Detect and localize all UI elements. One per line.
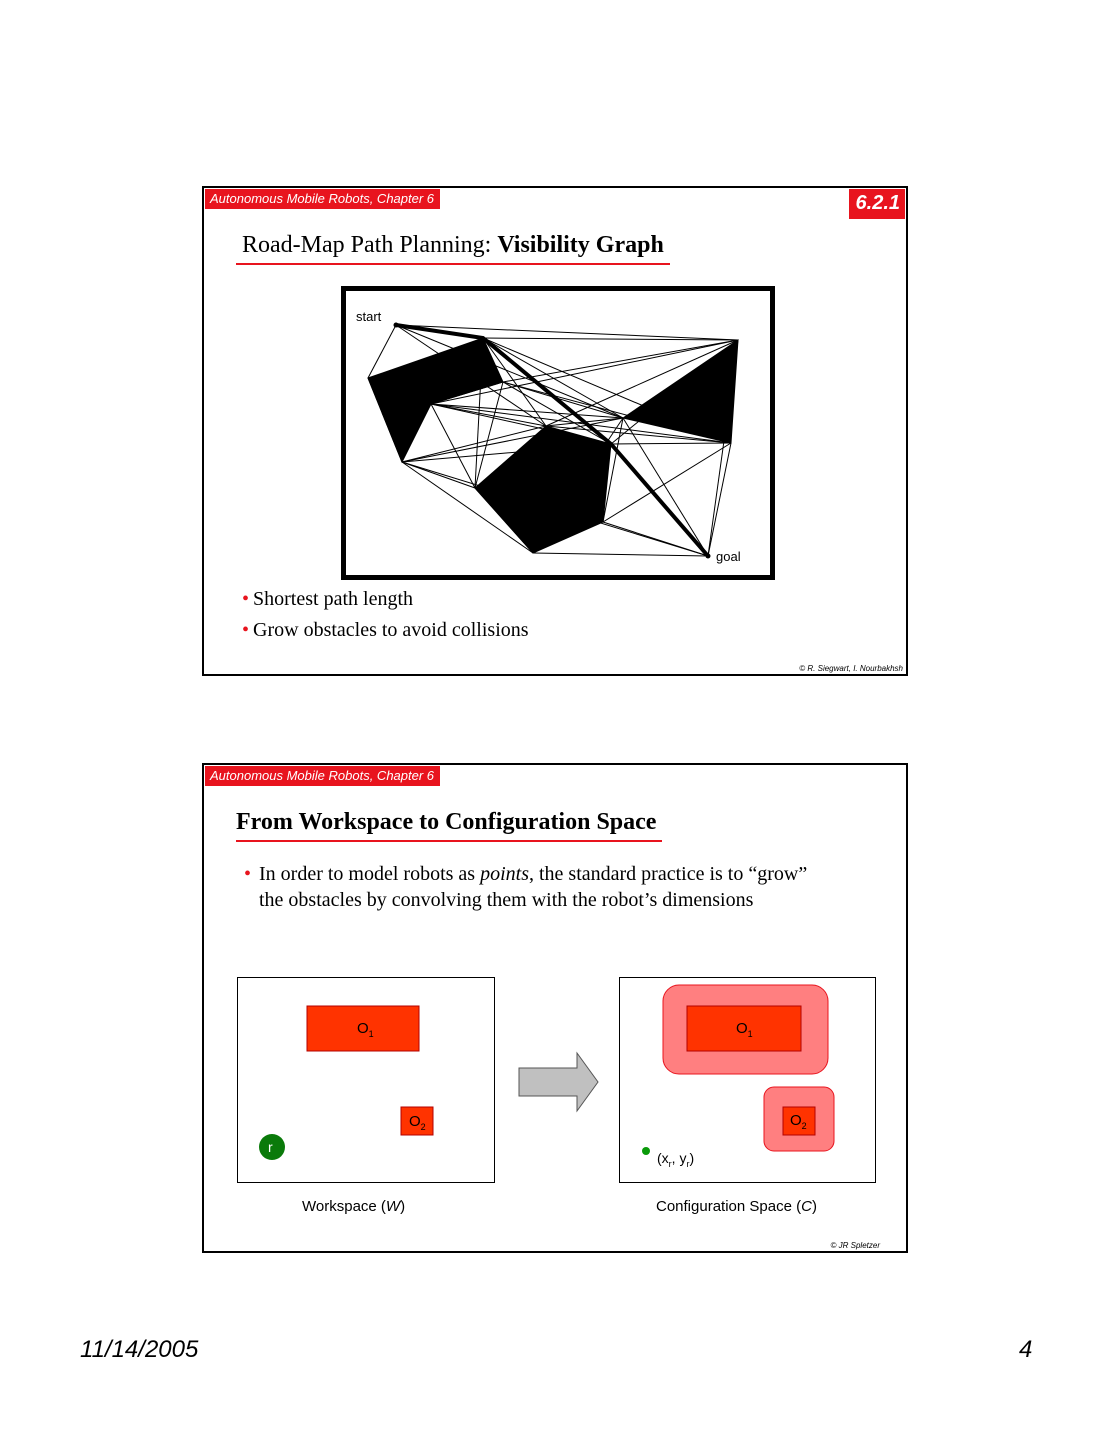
obstacle-o2-label: $O_2$ — [790, 1112, 807, 1131]
workspace-diagram — [237, 977, 497, 1185]
caption-part: ) — [811, 1198, 817, 1215]
caption-part: Configuration Space ( — [656, 1198, 802, 1215]
bullet-item — [242, 619, 529, 642]
para-part: In order to model robots as — [259, 863, 481, 885]
footer-page-number: 4 — [1019, 1336, 1033, 1363]
visibility-graph-figure — [341, 286, 775, 580]
obstacle-o1-label: $O_1$ — [357, 1020, 374, 1039]
bullet-text: Shortest path length — [253, 588, 413, 610]
caption-part: Workspace ( — [302, 1198, 386, 1215]
credit: © JR Spletzer — [830, 1241, 880, 1250]
caption-symbol: C — [801, 1198, 812, 1215]
caption-symbol: W — [385, 1198, 401, 1215]
section-number: 6.2.1 — [849, 189, 905, 219]
slide-title — [236, 232, 670, 265]
bullet-text — [244, 861, 814, 913]
title-plain: Road-Map Path Planning: — [242, 232, 498, 258]
bullet-item — [242, 588, 413, 611]
workspace-caption — [302, 1198, 405, 1215]
configuration-space-diagram — [619, 977, 879, 1185]
slide-title: From Workspace to Configuration Space — [236, 809, 662, 842]
bullet-dot: • — [242, 588, 250, 610]
slide-visibility-graph — [202, 186, 908, 676]
start-point — [394, 323, 399, 328]
start-label: start — [356, 309, 382, 324]
bullet-dot: • — [242, 619, 250, 641]
goal-point — [706, 554, 711, 559]
credit: © R. Siegwart, I. Nourbakhsh — [799, 664, 903, 673]
chapter-label: Autonomous Mobile Robots, Chapter 6 — [205, 189, 440, 209]
goal-label: goal — [716, 549, 741, 564]
bullet-dot: • — [244, 863, 252, 885]
para-italic: points — [480, 863, 529, 885]
chapter-label: Autonomous Mobile Robots, Chapter 6 — [205, 766, 440, 786]
slide-configuration-space — [202, 763, 908, 1253]
bullet-text: Grow obstacles to avoid collisions — [253, 619, 529, 641]
para-part: , the standard practice is to “grow” the obstacles by convolving them with the robot’s dimensions — [259, 863, 808, 911]
robot-label: r — [268, 1139, 273, 1155]
obstacle-o1-label: $O_1$ — [736, 1020, 753, 1039]
robot-point-label: ($x_r$, $y_r$) — [657, 1150, 695, 1169]
caption-part: ) — [400, 1198, 406, 1215]
title-bold: Visibility Graph — [497, 232, 664, 258]
bullet-paragraph — [244, 861, 814, 913]
transform-arrow-icon — [517, 1051, 601, 1113]
config-space-caption — [656, 1198, 817, 1215]
obstacle-o2-label: $O_2$ — [409, 1113, 426, 1132]
footer-date: 11/14/2005 — [80, 1336, 199, 1363]
robot-point — [642, 1147, 650, 1155]
